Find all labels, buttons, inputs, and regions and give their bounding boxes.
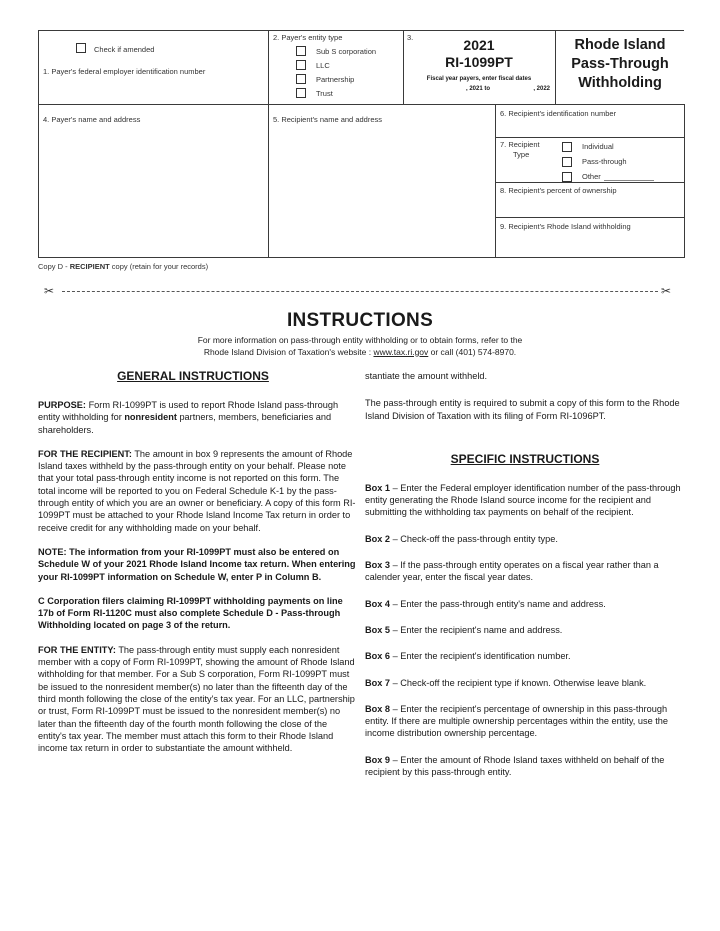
box6-top bbox=[495, 104, 685, 105]
instructions-subtitle: For more information on pass-through entity withholding or to obtain forms, refer to the Rhode Island Division of Taxation's website : www.tax.ri.gov or call (401) 574-8970. bbox=[197, 335, 523, 357]
form-col-divider-4 bbox=[495, 104, 496, 258]
box-instruction: Box 6 – Enter the recipient's identification number. bbox=[365, 651, 571, 662]
form-year: 2021 bbox=[463, 37, 495, 53]
form-col-divider-1 bbox=[268, 30, 269, 258]
recipient-type-pass-through[interactable]: Pass-through bbox=[562, 154, 654, 169]
form-row-divider bbox=[38, 104, 495, 105]
instructions-title: INSTRUCTIONS bbox=[286, 310, 434, 331]
box9-top bbox=[495, 217, 685, 218]
box1-label: 1. Payer's federal employer identification number bbox=[43, 67, 206, 76]
box-instruction: Box 3 – If the pass-through entity operates on a fiscal year rather than a calender year, enter the fiscal year dates. bbox=[365, 560, 659, 583]
box3-label: 3. bbox=[407, 33, 414, 42]
form-border-top bbox=[38, 30, 684, 31]
checkbox[interactable] bbox=[296, 60, 306, 70]
box-instruction: Box 5 – Enter the recipient's name and address. bbox=[365, 624, 563, 635]
fiscal-note: Fiscal year payers, enter fiscal dates bbox=[426, 76, 532, 82]
right-column bbox=[365, 370, 683, 792]
box-instruction: Box 9 – Enter the amount of Rhode Island taxes withheld on behalf of the recipient by this pass-through entity. bbox=[365, 754, 665, 778]
checkbox[interactable] bbox=[296, 74, 306, 84]
form-border-left bbox=[38, 30, 39, 258]
box9-label: 9. Recipient's Rhode Island withholding bbox=[500, 222, 631, 231]
box6-label: 6. Recipient's identification number bbox=[500, 109, 617, 118]
left-column bbox=[38, 369, 356, 802]
checkbox[interactable] bbox=[562, 142, 572, 152]
amended-checkbox[interactable] bbox=[76, 43, 86, 53]
website-link[interactable]: www.tax.ri.gov bbox=[373, 346, 429, 357]
entity-paragraph: FOR THE ENTITY: The pass-through entity must supply each nonresident member with a copy of Form RI-1099PT, showing the amount of Rhode Island withholding for that member. For a Sub S corporation, Form RI-1099PT must be issued to the nonresident member(s) no later than the fifteenth day of the third month following the close of the entity's tax year. For an LLC, partnership or trust, Form RI-1099PT must be issued to the nonresident member(s) no later than the fifteenth day of the fourth month following the close of the entity's tax year. The member must attach this form to their Rhode Island income tax return in order to substantiate the amount withheld. bbox=[38, 644, 355, 754]
form-border-right bbox=[684, 104, 685, 258]
box8-label: 8. Recipient's percent of ownership bbox=[500, 186, 617, 195]
form-title: Rhode Island Pass-Through Withholding bbox=[571, 37, 669, 91]
other-fill-line[interactable] bbox=[604, 172, 654, 181]
amended-row[interactable] bbox=[76, 39, 154, 57]
checkbox[interactable] bbox=[562, 172, 572, 182]
box5-label: 5. Recipient's name and address bbox=[273, 115, 382, 124]
amended-label: Check if amended bbox=[94, 45, 155, 54]
box7-top bbox=[495, 137, 685, 138]
box7-label: 7. Recipient Type bbox=[500, 140, 540, 159]
fiscal-end: , 2022 bbox=[533, 86, 550, 92]
fiscal-start: , 2021 to bbox=[465, 86, 490, 92]
copy-note: Copy D - RECIPIENT copy (retain for your records) bbox=[38, 262, 209, 271]
box-instruction: Box 4 – Enter the pass-through entity's name and address. bbox=[365, 598, 606, 609]
checkbox[interactable] bbox=[296, 46, 306, 56]
box-instruction: Box 1 – Enter the Federal employer identification number of the pass-through entity generating the Rhode Island source income for the recipient and submitting the withholding tax payments on behalf of the recipient. bbox=[365, 482, 681, 518]
entity-paragraph-continued: stantiate the amount withheld. bbox=[365, 371, 488, 381]
c-corp-paragraph: C Corporation filers claiming RI-1099PT withholding payments on line 17b of Form RI-1120C must also complete Schedule D - Pass-through Withholding located on page 3 of the return. bbox=[38, 595, 343, 631]
checkbox[interactable] bbox=[562, 157, 572, 167]
form-border-bottom bbox=[38, 257, 684, 258]
entity-type-partnership[interactable]: Partnership bbox=[296, 72, 376, 86]
box-instruction: Box 2 – Check-off the pass-through entity type. bbox=[365, 533, 558, 544]
box-instruction: Box 8 – Enter the recipient's percentage of ownership in this pass-through entity. If there are multiple ownership percentages within the entity, use the income distribution ownership percentage. bbox=[365, 703, 669, 739]
general-instructions-heading: GENERAL INSTRUCTIONS bbox=[117, 369, 269, 383]
checkbox[interactable] bbox=[296, 88, 306, 98]
cut-line bbox=[62, 291, 658, 292]
scissors-icon: ✂ bbox=[44, 284, 55, 298]
specific-instructions-heading: SPECIFIC INSTRUCTIONS bbox=[450, 451, 600, 466]
recipient-paragraph: FOR THE RECIPIENT: The amount in box 9 represents the amount of Rhode Island taxes withheld by the pass-through entity on your behalf. Please note that your total pass-through entity income is not reported on this form. The total income will be reported to you on Federal Schedule K-1 by the pass-through entity of which you are an owner or beneficiary. A copy of this form RI-1099PT must be attached to your Rhode Island Income Tax return in order to receive credit for any withholding made on your behalf. bbox=[38, 448, 356, 533]
entity-type-list bbox=[296, 44, 376, 100]
submit-copy-paragraph: The pass-through entity is required to submit a copy of this form to the Rhode Island Division of Taxation with its filing of Form RI-1096PT. bbox=[365, 398, 680, 421]
entity-type-trust[interactable]: Trust bbox=[296, 86, 376, 100]
recipient-type-individual[interactable]: Individual bbox=[562, 139, 654, 154]
scissors-icon: ✂ bbox=[661, 284, 672, 298]
recipient-type-other[interactable]: Other bbox=[562, 169, 654, 184]
entity-type-llc[interactable]: LLC bbox=[296, 58, 376, 72]
box2-label: 2. Payer's entity type bbox=[273, 33, 343, 42]
box-instruction: Box 7 – Check-off the recipient type if known. Otherwise leave blank. bbox=[365, 677, 647, 688]
box4-label: 4. Payer's name and address bbox=[43, 115, 141, 124]
purpose-paragraph: PURPOSE: Form RI-1099PT is used to report Rhode Island pass-through entity withholding for nonresident partners, members, beneficiaries and shareholders. bbox=[38, 400, 339, 435]
form-number: RI-1099PT bbox=[445, 54, 513, 70]
entity-type-sub-s[interactable]: Sub S corporation bbox=[296, 44, 376, 58]
note-paragraph: NOTE: The information from your RI-1099PT must also be entered on Schedule W of your 2021 Rhode Island Income tax return. When entering your RI-1099PT information on Schedule W, enter P in Column B. bbox=[38, 546, 356, 582]
recipient-type-list bbox=[562, 139, 654, 184]
box-instructions-list bbox=[365, 482, 683, 778]
